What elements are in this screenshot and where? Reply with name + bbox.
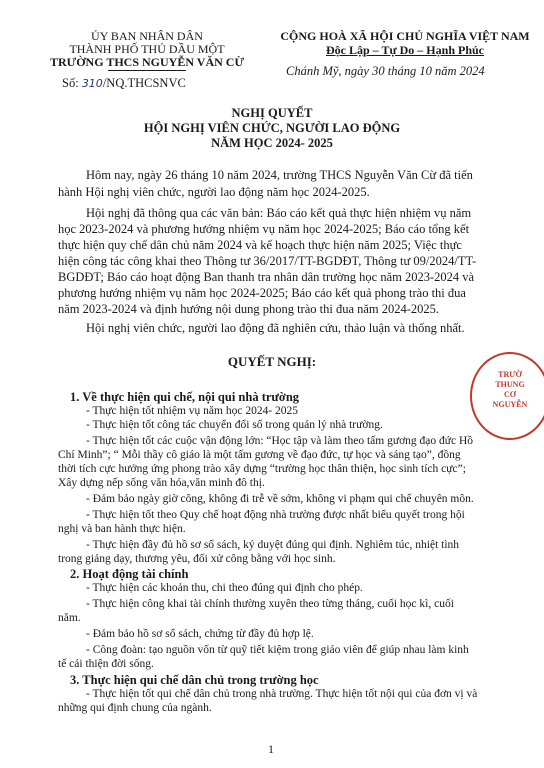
section-1-line: - Đảm bảo ngày giờ công, không đi trễ về sớm, không vi phạm qui chế chuyên môn.: [86, 493, 474, 505]
school-stamp: [470, 352, 544, 440]
number-handwritten: 310: [81, 77, 103, 90]
intro-line: năm 2023-2024 và định hướng nội dung phong trào thi đua năm 2024-2025.: [58, 302, 440, 316]
nation-title: CỘNG HOÀ XÃ HỘI CHỦ NGHĨA VIỆT NAM: [280, 29, 530, 43]
section-1-line: - Thực hiện tốt các cuộc vận động lớn: “Học tập và làm theo tấm gương đạo đức Hồ: [86, 435, 474, 447]
section-1-line: trong giảng dạy, thương yêu, đối xử công bằng với học sinh.: [58, 553, 336, 565]
intro-line: học 2023-2024 và phương hướng nhiệm vụ năm học 2024-2025; Báo cáo tổng kết: [58, 222, 470, 236]
section-2-line: năm.: [58, 612, 81, 624]
section-1-line: nghị và ban hành thực hiện.: [58, 523, 186, 535]
section-1-line: - Thực hiện đầy đủ hồ sơ sổ sách, ký duyệt đúng qui định. Nghiêm túc, nhiệt tình: [86, 539, 460, 551]
title-line-2: HỘI NGHỊ VIÊN CHỨC, NGƯỜI LAO ĐỘNG: [143, 121, 401, 135]
header-left: [38, 30, 256, 69]
intro-line: hiện công tác công khai theo Thông tư 36/2017/TT-BGDĐT, Thông tư 09/2024/TT-: [58, 254, 477, 268]
intro-line: phương hướng nhiệm vụ năm học 2024-2025; Báo cáo kết quả phong trào thi đua: [58, 286, 466, 300]
school-name: TRƯỜNG THCS NGUYỄN VĂN CỪ: [49, 55, 244, 69]
intro-line: Hội nghị đã thông qua các văn bản: Báo cáo kết quả thực hiện nhiệm vụ năm: [86, 206, 472, 220]
agency-line-2: THÀNH PHỐ THỦ DẦU MỘT: [69, 42, 225, 56]
section-1-line: thời tích cực hưởng ứng phong trào xây dựng “trường học thân thiện, học sinh tích cực”;: [58, 463, 466, 475]
stamp-text: NGUYỄN: [492, 400, 528, 409]
section-2-heading: 2. Hoạt động tài chính: [70, 567, 189, 581]
document-number: [62, 76, 186, 91]
number-suffix: /NQ.THCSNVC: [102, 76, 186, 90]
title-line-3: NĂM HỌC 2024- 2025: [211, 136, 333, 150]
intro-line: BGDĐT; Báo cáo hoạt động Ban thanh tra nhân dân trường học năm 2023-2024 và: [58, 270, 475, 284]
agency-line-1: ỦY BAN NHÂN DÂN: [91, 29, 203, 43]
resolution-heading: QUYẾT NGHỊ:: [227, 354, 317, 369]
document-title: [0, 106, 544, 151]
section-2-line: tế cải thiện đời sống.: [58, 658, 154, 670]
section-3-heading: 3. Thực hiện qui chế dân chủ trong trường học: [70, 673, 319, 687]
document-date: Chánh Mỹ, ngày 30 tháng 10 năm 2024: [286, 64, 485, 78]
intro-line: thực hiện quy chế dân chủ năm 2024 và kế hoạch thực hiện năm 2025; Việc thực: [58, 238, 462, 252]
section-1-line: Chí Minh”; “ Mỗi thầy cô giáo là một tấm gương về đạo đức, tự học và sáng tạo”, đồng: [58, 449, 461, 461]
number-label: Số:: [62, 76, 79, 90]
section-1-heading: 1. Về thực hiện qui chế, nội qui nhà trường: [70, 390, 300, 404]
section-1-line: - Thực hiện tốt công tác chuyển đổi số trong quản lý nhà trường.: [86, 419, 383, 431]
section-3-line: những qui định chung của ngành.: [58, 702, 212, 714]
stamp-text: TRƯỜ: [498, 370, 522, 379]
header-left-rule: [108, 70, 186, 71]
page-number: 1: [268, 742, 274, 756]
section-2-line: - Công đoàn: tạo nguồn vốn từ quỹ tiết kiệm trong giáo viên để giúp nhau làm kinh: [86, 644, 469, 656]
intro-line: Hội nghị viên chức, người lao động đã nghiên cứu, thảo luận và thống nhất.: [86, 321, 465, 335]
section-2-line: - Đảm bảo hồ sơ sổ sách, chứng từ đầy đủ hợp lệ.: [86, 628, 314, 640]
section-2-line: - Thực hiện công khai tài chính thường xuyên theo từng tháng, cuối học kì, cuối: [86, 598, 454, 610]
section-1-line: Xây dựng nếp sống văn hóa,văn minh đô thị.: [58, 477, 265, 489]
section-1-line: - Thực hiện tốt theo Quy chế hoạt động nhà trường được nhất biểu quyết trong hội: [86, 509, 465, 521]
nation-motto: Độc Lập – Tự Do – Hạnh Phúc: [325, 43, 484, 57]
intro-line: hành Hội nghị viên chức, người lao động năm học 2024-2025.: [58, 185, 370, 199]
title-line-1: NGHỊ QUYẾT: [231, 106, 313, 120]
section-3-line: - Thực hiện tốt qui chế dân chủ trong nhà trường. Thực hiện tốt nội qui của đơn vị và: [86, 688, 478, 700]
header-right: [274, 30, 536, 57]
section-2-line: - Thực hiện các khoản thu, chi theo đúng qui định cho phép.: [86, 582, 363, 594]
stamp-text: THUNG: [495, 380, 525, 389]
stamp-text: CƠ: [504, 390, 516, 399]
intro-line: Hôm nay, ngày 26 tháng 10 năm 2024, trường THCS Nguyễn Văn Cừ đã tiến: [86, 168, 473, 182]
section-1-line: - Thực hiện tốt nhiệm vụ năm học 2024- 2025: [86, 405, 299, 417]
